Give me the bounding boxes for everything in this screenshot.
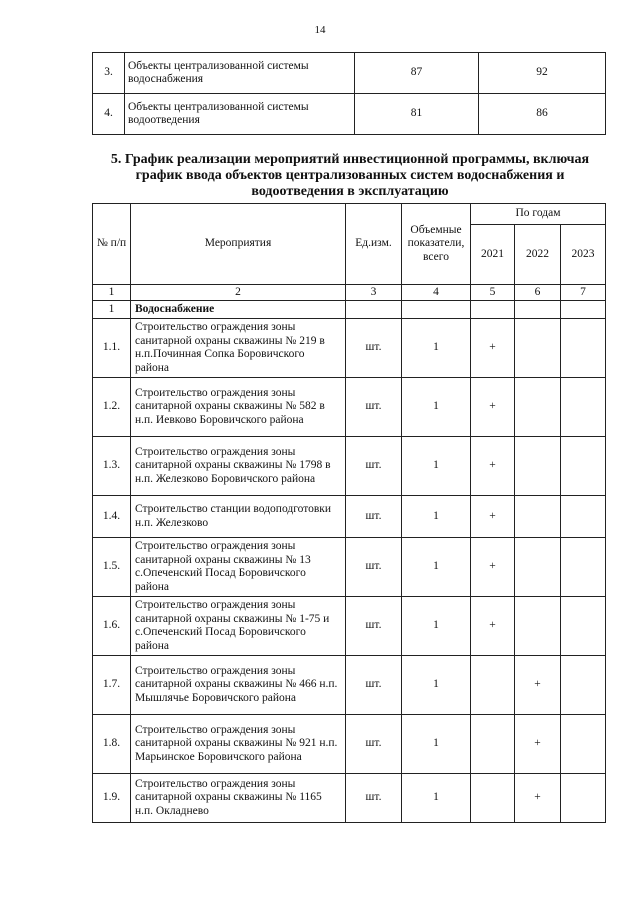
activity-description: Строительство ограждения зоны санитарной охраны скважины № 13 с.Опеченский Посад Боровичского района bbox=[131, 538, 346, 597]
row-number: 1.8. bbox=[93, 715, 131, 774]
header-unit: Ед.изм. bbox=[346, 204, 402, 285]
index-cell: 3 bbox=[346, 285, 402, 301]
index-cell: 4 bbox=[402, 285, 471, 301]
year-2023-cell bbox=[561, 774, 606, 823]
year-2023-cell bbox=[561, 319, 606, 378]
value-cell: 81 bbox=[355, 94, 479, 135]
year-2022-cell bbox=[515, 496, 561, 538]
object-name: Объекты централизованной системы водоотведения bbox=[125, 94, 355, 135]
table-row bbox=[93, 319, 606, 378]
header-year: 2022 bbox=[515, 225, 561, 285]
section-number: 1 bbox=[93, 301, 131, 319]
table-row bbox=[93, 94, 606, 135]
row-number: 1.7. bbox=[93, 656, 131, 715]
year-2022-cell bbox=[515, 597, 561, 656]
year-2023-cell bbox=[561, 378, 606, 437]
quantity-cell: 1 bbox=[402, 538, 471, 597]
header-activity: Мероприятия bbox=[131, 204, 346, 285]
unit-cell: шт. bbox=[346, 378, 402, 437]
year-2022-cell: + bbox=[515, 656, 561, 715]
section-title: Водоснабжение bbox=[131, 301, 346, 319]
quantity-cell: 1 bbox=[402, 437, 471, 496]
year-2022-cell bbox=[515, 378, 561, 437]
quantity-cell: 1 bbox=[402, 378, 471, 437]
quantity-cell: 1 bbox=[402, 715, 471, 774]
row-number: 1.6. bbox=[93, 597, 131, 656]
quantity-cell: 1 bbox=[402, 319, 471, 378]
year-2023-cell bbox=[561, 437, 606, 496]
table-row bbox=[93, 597, 606, 656]
year-2021-cell: + bbox=[471, 496, 515, 538]
object-name: Объекты централизованной системы водоснабжения bbox=[125, 53, 355, 94]
value-cell: 87 bbox=[355, 53, 479, 94]
table-row bbox=[93, 378, 606, 437]
year-2021-cell: + bbox=[471, 319, 515, 378]
row-number: 1.4. bbox=[93, 496, 131, 538]
schedule-table bbox=[92, 203, 606, 823]
row-number: 1.9. bbox=[93, 774, 131, 823]
header-year: 2021 bbox=[471, 225, 515, 285]
unit-cell: шт. bbox=[346, 656, 402, 715]
index-cell: 2 bbox=[131, 285, 346, 301]
table-row bbox=[93, 53, 606, 94]
section-heading: 5. График реализации мероприятий инвестиционной программы, включая график ввода объектов централизованных систем водоснабжения и водоотведения в эксплуатацию bbox=[110, 152, 590, 199]
year-2021-cell: + bbox=[471, 378, 515, 437]
empty-cell bbox=[346, 301, 402, 319]
value-cell: 92 bbox=[479, 53, 606, 94]
empty-cell bbox=[561, 301, 606, 319]
activity-description: Строительство ограждения зоны санитарной охраны скважины № 1165 н.п. Окладнево bbox=[131, 774, 346, 823]
unit-cell: шт. bbox=[346, 774, 402, 823]
activity-description: Строительство ограждения зоны санитарной охраны скважины № 582 в н.п. Иевково Боровичского района bbox=[131, 378, 346, 437]
row-number: 3. bbox=[93, 53, 125, 94]
header-num: № п/п bbox=[93, 204, 131, 285]
table-row bbox=[93, 437, 606, 496]
table-row bbox=[93, 538, 606, 597]
quantity-cell: 1 bbox=[402, 656, 471, 715]
row-number: 1.3. bbox=[93, 437, 131, 496]
quantity-cell: 1 bbox=[402, 774, 471, 823]
header-year: 2023 bbox=[561, 225, 606, 285]
year-2023-cell bbox=[561, 538, 606, 597]
index-cell: 1 bbox=[93, 285, 131, 301]
index-cell: 7 bbox=[561, 285, 606, 301]
year-2023-cell bbox=[561, 715, 606, 774]
empty-cell bbox=[402, 301, 471, 319]
header-by-year: По годам bbox=[471, 204, 606, 225]
year-2022-cell bbox=[515, 538, 561, 597]
activity-description: Строительство ограждения зоны санитарной охраны скважины № 921 н.п. Марьинское Боровичского района bbox=[131, 715, 346, 774]
activity-description: Строительство ограждения зоны санитарной охраны скважины № 219 в н.п.Починная Сопка Боровичского района bbox=[131, 319, 346, 378]
section-row bbox=[93, 301, 606, 319]
unit-cell: шт. bbox=[346, 496, 402, 538]
table-row bbox=[93, 496, 606, 538]
year-2021-cell: + bbox=[471, 597, 515, 656]
year-2022-cell bbox=[515, 437, 561, 496]
empty-cell bbox=[471, 301, 515, 319]
table-row bbox=[93, 774, 606, 823]
page-number: 14 bbox=[314, 24, 326, 36]
index-cell: 6 bbox=[515, 285, 561, 301]
row-number: 1.1. bbox=[93, 319, 131, 378]
header-volume: Объемные показатели, всего bbox=[402, 204, 471, 285]
unit-cell: шт. bbox=[346, 538, 402, 597]
value-cell: 86 bbox=[479, 94, 606, 135]
activity-description: Строительство ограждения зоны санитарной охраны скважины № 1798 в н.п. Железково Боровичского района bbox=[131, 437, 346, 496]
row-number: 4. bbox=[93, 94, 125, 135]
year-2021-cell: + bbox=[471, 437, 515, 496]
unit-cell: шт. bbox=[346, 437, 402, 496]
year-2021-cell bbox=[471, 774, 515, 823]
index-row bbox=[93, 285, 606, 301]
header-row bbox=[93, 204, 606, 225]
activity-description: Строительство ограждения зоны санитарной охраны скважины № 466 н.п. Мышлячье Боровичского района bbox=[131, 656, 346, 715]
row-number: 1.5. bbox=[93, 538, 131, 597]
year-2021-cell bbox=[471, 656, 515, 715]
year-2021-cell: + bbox=[471, 538, 515, 597]
table-row bbox=[93, 715, 606, 774]
year-2022-cell: + bbox=[515, 774, 561, 823]
year-2022-cell: + bbox=[515, 715, 561, 774]
unit-cell: шт. bbox=[346, 319, 402, 378]
year-2023-cell bbox=[561, 656, 606, 715]
year-2023-cell bbox=[561, 496, 606, 538]
unit-cell: шт. bbox=[346, 597, 402, 656]
index-cell: 5 bbox=[471, 285, 515, 301]
year-2022-cell bbox=[515, 319, 561, 378]
year-2021-cell bbox=[471, 715, 515, 774]
quantity-cell: 1 bbox=[402, 597, 471, 656]
row-number: 1.2. bbox=[93, 378, 131, 437]
table-row bbox=[93, 656, 606, 715]
year-2023-cell bbox=[561, 597, 606, 656]
unit-cell: шт. bbox=[346, 715, 402, 774]
summary-table bbox=[92, 52, 606, 135]
quantity-cell: 1 bbox=[402, 496, 471, 538]
activity-description: Строительство станции водоподготовки н.п. Железково bbox=[131, 496, 346, 538]
activity-description: Строительство ограждения зоны санитарной охраны скважины № 1-75 и с.Опеченский Посад Боровичского района bbox=[131, 597, 346, 656]
empty-cell bbox=[515, 301, 561, 319]
